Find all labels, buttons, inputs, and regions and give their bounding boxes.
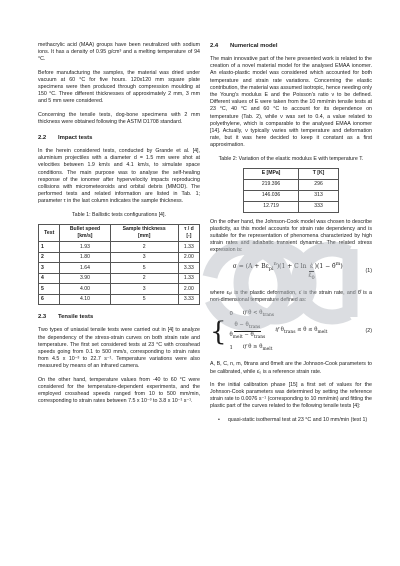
table-row [39, 273, 200, 284]
header-label: Bullet speed [69, 226, 101, 233]
table-cell: 2.00 [178, 284, 199, 295]
table-cell: 2 [110, 273, 178, 284]
table-cell: 4.00 [60, 284, 110, 295]
brace: { [210, 316, 227, 347]
equation-case: $\frac{\theta - \theta_{trans}}{\theta_{melt} - \theta_{trans}}$ if $\theta_{trans} \le \theta \le \theta_{melt}$ [229, 322, 328, 341]
table-cell: 5 [39, 284, 60, 295]
table-header-cell [178, 224, 199, 241]
table-row [244, 190, 339, 201]
section-heading-tensile-tests [38, 313, 200, 321]
table-cell: 4 [39, 273, 60, 284]
table-header-cell: T [K] [299, 168, 339, 179]
left-column [38, 42, 200, 411]
table-cell: 2 [110, 242, 178, 253]
table-cell: 3 [110, 252, 178, 263]
section-title: Tensile tests [58, 314, 94, 321]
bullet-icon: • [218, 416, 220, 423]
paragraph: Two types of uniaxial tensile tests were carried out in [4] to analyze the dependency of the stress-strain curves on both strain rate and temperature. The first set considered tests at 23 °C with crosshead speeds going from 0.1 to 500 mm/s, corresponding to strain rates from 4.5 x 10⁻³ to 22.7 s⁻¹. Temperature variations were also measured by means of an infrared camera. [38, 327, 200, 370]
paragraph: In the initial calibration phase [15] a first set of values for the Johnson-Cook parameters was determined by setting the reference strain rate to 0.0076 s⁻¹ (corresponding to 10 mm/min) and fitting the plastic part of the curves related to the following tensile tests [4]: [210, 381, 372, 410]
equation-body: $\sigma = (A + B\varepsilon_{pl}^n)(1 + C$ ln $\frac{\varepsiloṅ}{\varepsiloṅ_0}$ )(1 − θ̂$^m$) [232, 260, 343, 281]
ballistic-tests-table [38, 224, 200, 306]
table-cell: 3.33 [178, 294, 199, 305]
paragraph: On the other hand, the Johnson-Cook model was chosen to describe plasticity, as this model accounts for strain rate dependency and is suitable for the representation of phenomena characterized by high strain rates and adiabatic transient dynamics. The related stress expression is: [210, 218, 372, 254]
header-label: Sample thickness [122, 226, 166, 233]
equation-cases [230, 310, 328, 353]
table-row [39, 294, 200, 305]
table-cell: 296 [299, 179, 339, 190]
table-header-cell [60, 224, 110, 241]
equation-number: (1) [365, 267, 372, 274]
table-cell: 313 [299, 190, 339, 201]
table-row [39, 242, 200, 253]
table-cell: 1.80 [60, 252, 110, 263]
paragraph: Concerning the tensile tests, dog-bone specimens with 2 mm thickness were obtained following the ASTM D1708 standard. [38, 111, 200, 125]
section-title: Impact tests [58, 135, 93, 142]
table-cell: 1.33 [178, 273, 199, 284]
table-caption: Table 2: Variation of the elastic modulus E with temperature T. [218, 155, 364, 162]
table-row [244, 201, 339, 212]
section-heading-numerical-model [210, 42, 372, 50]
table-cell: 5 [110, 294, 178, 305]
list-item-text: quasi-static isothermal test at 23 °C and 10 mm/min (test 1) [227, 416, 368, 423]
table-cell: 5 [110, 263, 178, 274]
table-row [39, 252, 200, 263]
table-header-cell: E [MPa] [244, 168, 299, 179]
equation-theta-hat [210, 310, 372, 353]
paragraph: where εₚₗ is the plastic deformation, ε̇ is the strain rate, and θ̂ is a non-dimensional temperature defined as: [210, 289, 372, 303]
table-cell: 6 [39, 294, 60, 305]
paragraph: In the herein considered tests, conducted by Grande et al. [4], aluminium projectiles with a diameter d = 1.5 mm were shot at velocities between 1.9 km/s and 4.1 km/s, to simulate space conditions. The main purpose was to analyse the self-healing response of the ionomer after hypervelocity impacts reproducing collisions with micrometeoroids and orbital debris (MMOD). The performed tests and related information are listed in Tab. 1; parameter τ in the last column indicates the sample thickness. [38, 148, 200, 205]
section-number: 2.2 [38, 135, 47, 142]
equation-case: 0 if $\theta < \theta_{trans}$ [229, 310, 275, 319]
table-cell: 3.90 [60, 273, 110, 284]
right-column [210, 42, 372, 424]
paragraph: On the other hand, temperature values from -40 to 60 °C were considered for the temperature-dependent experiments, and the employed crosshead speeds ranged from 10 to 500 mm/min, corresponding to strain rates between 7.5 x 10⁻³ to 3.8 x 10⁻¹ s⁻¹. [38, 376, 200, 405]
elastic-modulus-table [243, 168, 339, 213]
table-header-cell [39, 224, 60, 241]
table-cell: 1 [39, 242, 60, 253]
header-unit: [mm] [137, 233, 151, 240]
table-cell: 146.036 [244, 190, 299, 201]
table-cell: 3 [110, 284, 178, 295]
table-cell: 2.00 [178, 252, 199, 263]
table-cell: 1.33 [178, 242, 199, 253]
table-row [39, 284, 200, 295]
table-header-cell [110, 224, 178, 241]
paragraph: Before manufacturing the samples, the material was dried under vacuum at 60 °C for five hours. 120x120 mm square plate specimens were then produced through compression moulding at 150 °C. Three different thicknesses of approximately 2 mm, 3 mm and 5 mm were considered. [38, 69, 200, 105]
equation-case: 1 if $\theta \ge \theta_{melt}$ [229, 344, 273, 353]
table-caption: Table 1: Ballistic tests configurations [4]. [72, 211, 166, 218]
section-number: 2.4 [210, 43, 219, 49]
header-label: Test [44, 229, 55, 236]
table-cell: 3 [39, 263, 60, 274]
table-cell: 3.33 [178, 263, 199, 274]
header-unit: [-] [186, 233, 192, 240]
paragraph: A, B, C, n, m, θtrans and θmelt are the Johnson-Cook parameters to be calibrated, while ε̇₀ is a reference strain rate. [210, 361, 372, 375]
table-cell: 219.396 [244, 179, 299, 190]
table-cell: 12.719 [244, 201, 299, 212]
table-cell: 1.93 [60, 242, 110, 253]
header-label: τ / d [184, 226, 194, 233]
table-cell: 1.64 [60, 263, 110, 274]
header-unit: [km/s] [77, 233, 93, 240]
equation-number: (2) [365, 328, 372, 335]
table-cell: 333 [299, 201, 339, 212]
paragraph: The main innovative part of the here presented work is related to the creation of a novel material model for the analysed EMAA ionomer. An elasto-plastic model was considered which accounted for both temperature and strain rate variations. Concerning the elastic contribution, the material was assumed isotropic, hence needing only the Young's modulus E and the Poisson's ratio ν to be defined. Different values of E were taken from the 10 mm/min tensile tests at 23 °C, 40 °C and 60 °C to account for its dependence on temperature (Tab. 2), while ν was set to 0.4, a value related to polyethylene, which is comparable to the analysed EMAA ionomer [14]. Actually, ν typically varies with temperature and deformation rate, but it was here decided to keep it constant as a first approximation. [210, 56, 372, 149]
table-row [39, 263, 200, 274]
equation-johnson-cook [210, 261, 372, 282]
list-item [210, 417, 372, 424]
section-number: 2.3 [38, 314, 47, 321]
table-cell: 4.10 [60, 294, 110, 305]
bullet-list [210, 417, 372, 424]
table-cell: 2 [39, 252, 60, 263]
section-title: Numerical model [230, 43, 278, 49]
table-row [244, 179, 339, 190]
section-heading-impact-tests [38, 134, 200, 142]
paragraph: methacrylic acid (MAA) groups have been neutralized with sodium ions. It has a density of 0.95 g/cm³ and a melting temperature of 94 °C. [38, 42, 200, 63]
